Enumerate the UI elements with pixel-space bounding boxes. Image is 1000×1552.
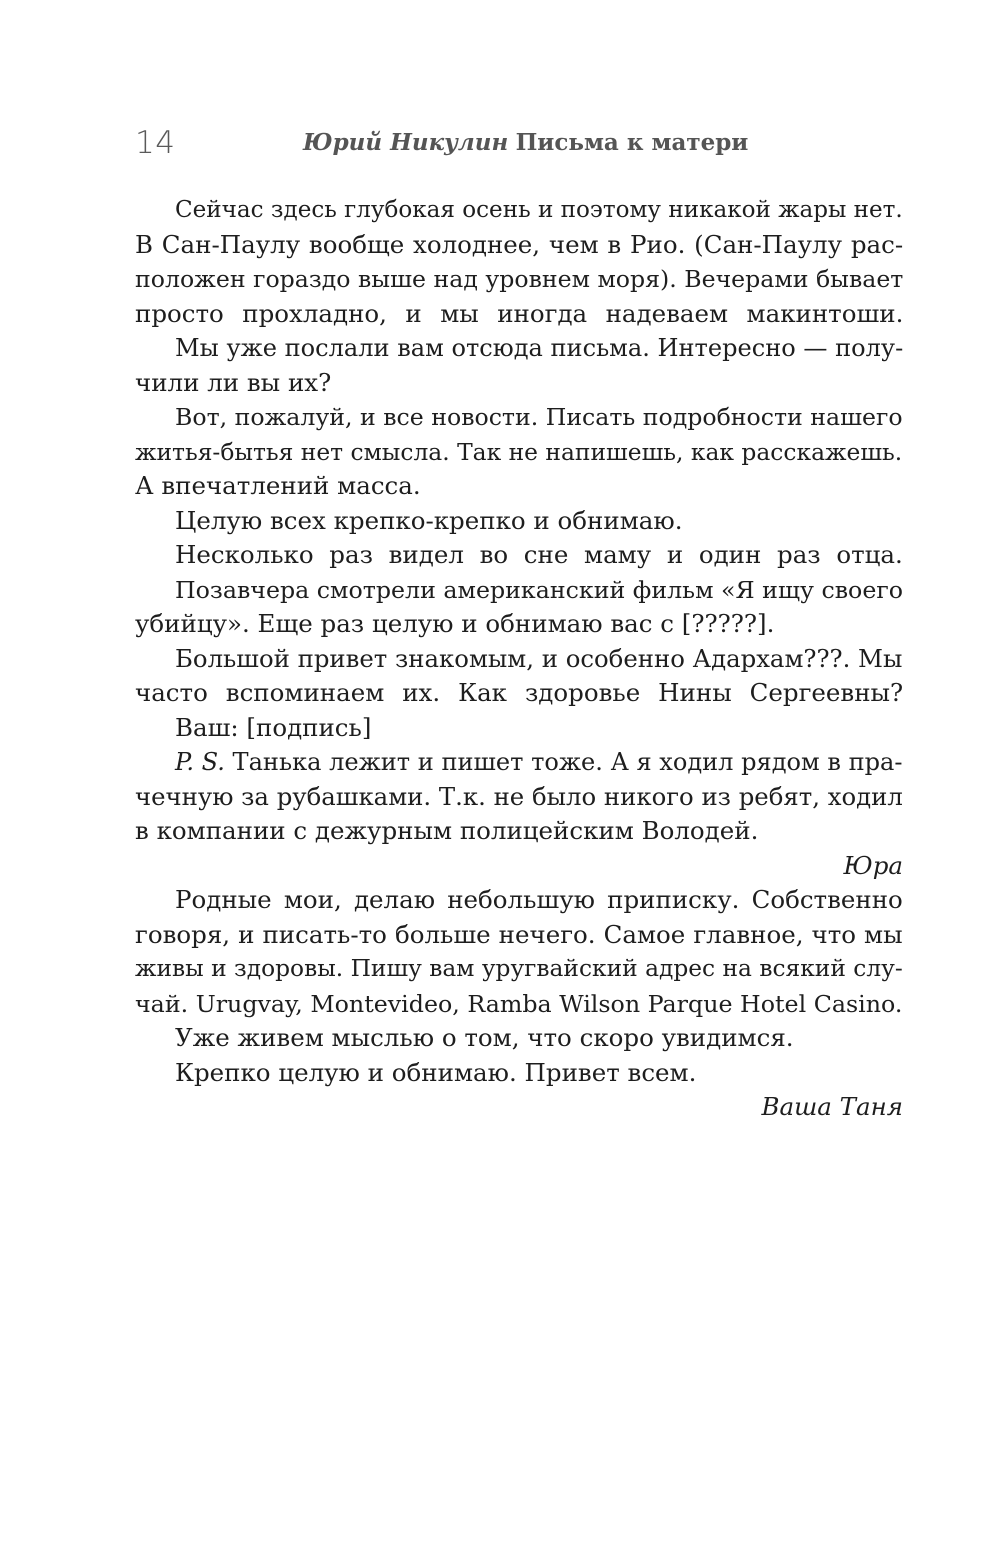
paragraph	[135, 504, 903, 539]
text-line: Целую всех крепко-крепко и обнимаю.	[175, 505, 683, 535]
text-line: Позавчера смотрели американский фильм «Я ищу своего	[175, 575, 904, 604]
paragraph	[135, 883, 903, 1021]
paragraph	[135, 331, 903, 400]
text-line: положен гораздо выше над уровнем моря). Вечерами бывает	[135, 265, 904, 293]
running-head-author: Юрий Никулин	[303, 129, 509, 156]
running-head	[135, 118, 903, 168]
paragraph	[135, 573, 903, 642]
paragraph	[135, 538, 903, 573]
text-line: живы и здоровы. Пишу вам уругвайский адрес на всякий слу-	[135, 955, 903, 982]
text-line: Несколько раз видел во сне маму и один раз отца.	[175, 540, 903, 569]
postscript-mark: P. S.	[175, 748, 225, 776]
paragraph	[135, 193, 903, 331]
text-line: убийцу». Еще раз целую и обнимаю вас с [?????].	[135, 609, 775, 638]
paragraph	[135, 1056, 903, 1091]
running-title	[303, 118, 748, 168]
text-line: Уже живем мыслью о том, что скоро увидимся.	[175, 1023, 794, 1052]
page-number: 14	[135, 125, 176, 161]
text-line: Мы уже послали вам отсюда письма. Интересно — полу-	[175, 334, 904, 362]
signature-tanya: Ваша Таня	[761, 1092, 903, 1121]
signature-yura: Юра	[843, 850, 903, 880]
text-line: Крепко целую и обнимаю. Привет всем.	[175, 1057, 697, 1087]
postscript	[135, 745, 903, 849]
text-line: просто прохладно, и мы иногда надеваем макинтоши.	[135, 298, 904, 328]
paragraph	[135, 642, 903, 711]
text-line: В Сан-Паулу вообще холоднее, чем в Рио. (Сан-Паулу рас-	[135, 229, 904, 259]
text-line: чай. Urugvay, Montevideo, Ramba Wilson Parque Hotel Casino.	[135, 989, 903, 1018]
letter-text	[135, 193, 903, 1125]
text-line: говоря, и писать-то больше нечего. Самое главное, что мы	[135, 919, 903, 949]
text-line: Сейчас здесь глубокая осень и поэтому никакой жары нет.	[175, 197, 903, 223]
paragraph	[135, 711, 903, 746]
postscript-text: Танька лежит и пишет тоже. А я ходил рядом в пра-	[224, 748, 903, 776]
text-line: житья-бытья нет смысла. Так не напишешь, как расскажешь.	[135, 437, 903, 466]
text-line: часто вспоминаем их. Как здоровье Нины Сергеевны?	[135, 678, 904, 707]
text-line: чечную за рубашками. Т.к. не было никого из ребят, ходил	[135, 781, 903, 811]
paragraph	[135, 400, 903, 504]
paragraph	[135, 1021, 903, 1056]
text-line	[135, 745, 903, 780]
text-line: Родные мои, делаю небольшую приписку. Собственно	[175, 885, 903, 914]
text-line: в компании с дежурным полицейским Володей.	[135, 816, 759, 845]
text-line: Большой привет знакомым, и особенно Адархам???. Мы	[175, 643, 903, 673]
text-line: чили ли вы их?	[135, 367, 332, 397]
running-head-book-title: Письма к матери	[515, 129, 749, 156]
text-line: Ваш: [подпись]	[175, 712, 372, 742]
text-line: Вот, пожалуй, и все новости. Писать подробности нашего	[175, 403, 903, 431]
text-line: А впечатлений масса.	[135, 471, 421, 500]
